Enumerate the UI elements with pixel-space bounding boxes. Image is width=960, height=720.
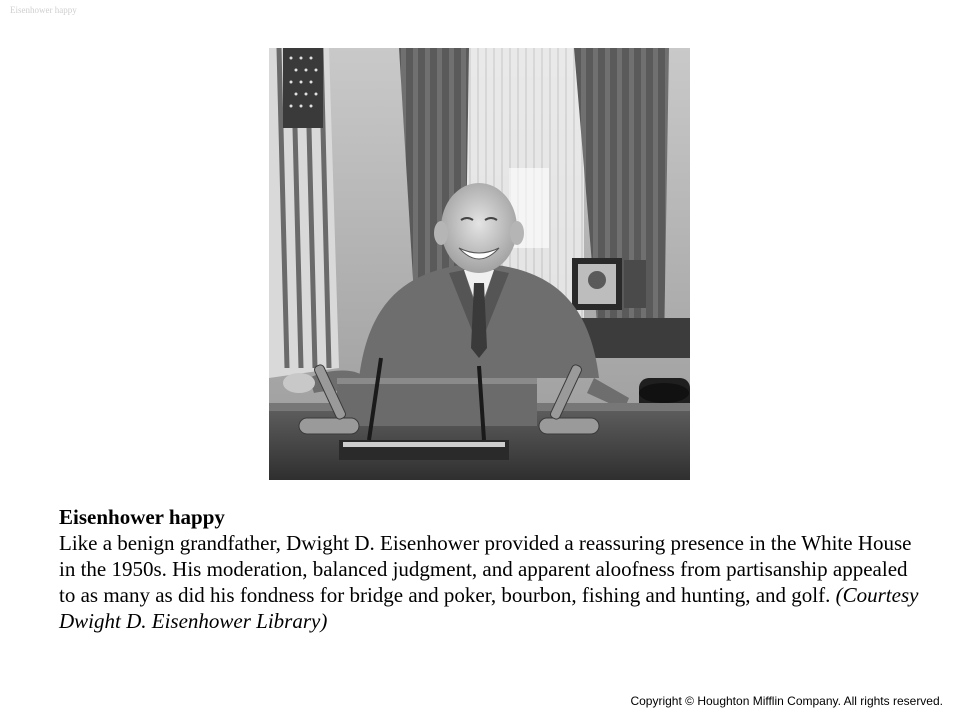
caption-body: Like a benign grandfather, Dwight D. Eisenhower provided a reassuring presence in the White House in the 1950s. His moderation, balanced judgment, and apparent aloofness from partisanship appealed to as many as did his fondness for bridge and poker, bourbon, fishing and hunting, and golf. [59, 531, 912, 607]
caption-credit: (Courtesy Dwight D. Eisenhower Library) [59, 583, 919, 633]
photo-caption [59, 504, 919, 634]
eisenhower-photo [269, 48, 690, 480]
caption-title: Eisenhower happy [59, 505, 225, 529]
slide-label: Eisenhower happy [10, 5, 77, 15]
copyright-notice: Copyright © Houghton Mifflin Company. All rights reserved. [630, 694, 943, 708]
